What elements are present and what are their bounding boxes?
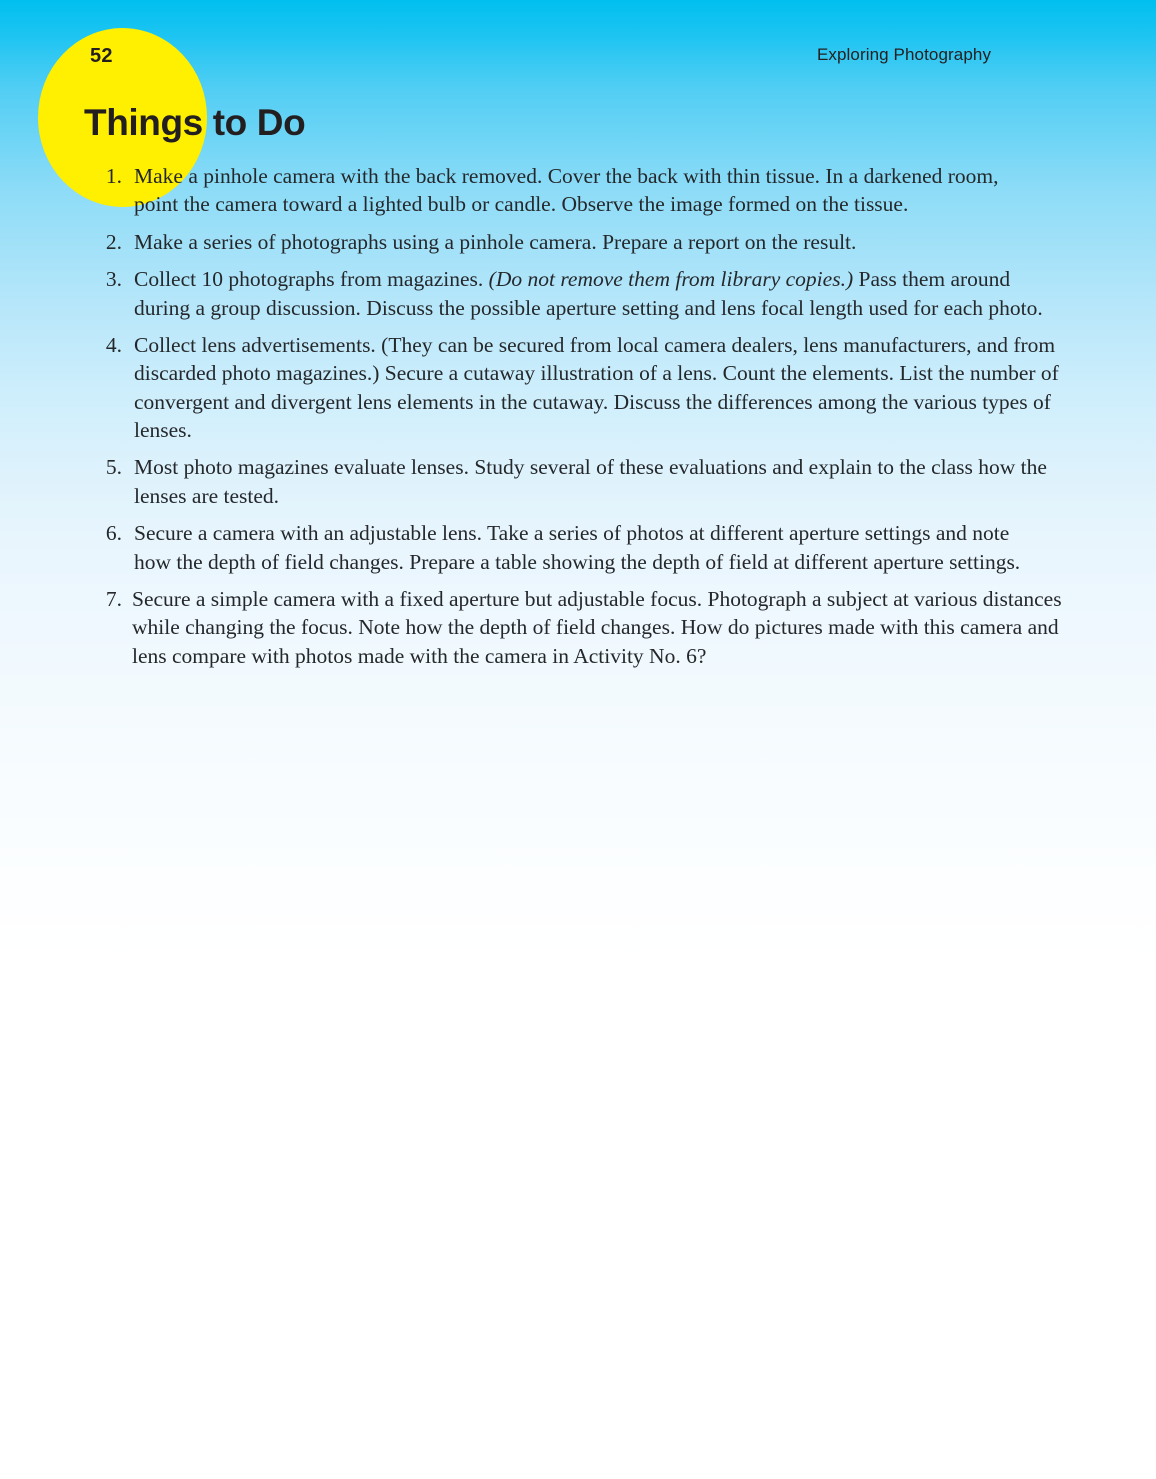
list-item-number: 7. <box>105 586 122 611</box>
running-head-text: Exploring Photography <box>816 45 992 64</box>
list-item-text <box>134 267 1043 319</box>
list-item-text: Collect lens advertisements. (They can be secured from local camera dealers, lens manufacturers, and from discarded photo magazines.) Secure a cutaway illustration of a lens. Count the elements. List the number of convergent and divergent lens elements in the cutaway. Discuss the differences among the various types of lenses. <box>134 332 1059 442</box>
list-item <box>96 519 1046 576</box>
list-item-text: Most photo magazines evaluate lenses. Study several of these evaluations and explain to the class how the lenses are tested. <box>134 455 1047 508</box>
list-item-text: Secure a camera with an adjustable lens. Take a series of photos at different aperture settings and note how the depth of field changes. Prepare a table showing the depth of field at different aperture settings. <box>134 521 1021 574</box>
list-item-text: Secure a simple camera with a fixed aperture but adjustable focus. Photograph a subject at various distances while changing the focus. Note how the depth of field changes. How do pictures made with this camera and lens compare with photos made with the camera in Activity No. 6? <box>132 586 1062 668</box>
list-item <box>96 453 1066 510</box>
list-item <box>96 265 1066 322</box>
list-item-text: Make a pinhole camera with the back removed. Cover the back with thin tissue. In a darkened room, point the camera toward a lighted bulb or candle. Observe the image formed on the tissue. <box>134 164 999 217</box>
page-title: Things to Do <box>84 102 306 143</box>
list-item-number: 4. <box>105 332 122 357</box>
list-item-text: Make a series of photographs using a pinhole camera. Prepare a report on the result. <box>134 229 857 254</box>
list-item-text-after: Pass them around during a group discussion. Discuss the possible aperture setting and lens focal length used for each photo. <box>134 267 1043 320</box>
list-item-number: 2. <box>105 229 122 254</box>
activity-list <box>96 162 1062 679</box>
list-item <box>96 585 1064 670</box>
list-item-number: 3. <box>105 267 122 292</box>
list-item-number: 5. <box>105 455 122 480</box>
list-item-number: 1. <box>105 164 122 188</box>
list-item-text-before: Collect 10 photographs from magazines. <box>134 267 489 292</box>
list-item-number: 6. <box>105 521 122 546</box>
list-item <box>96 162 1014 219</box>
page-number: 52 <box>90 45 113 67</box>
list-item-text-italic: (Do not remove them from library copies.) <box>488 267 854 292</box>
list-item <box>96 228 1066 256</box>
list-item <box>96 331 1059 445</box>
